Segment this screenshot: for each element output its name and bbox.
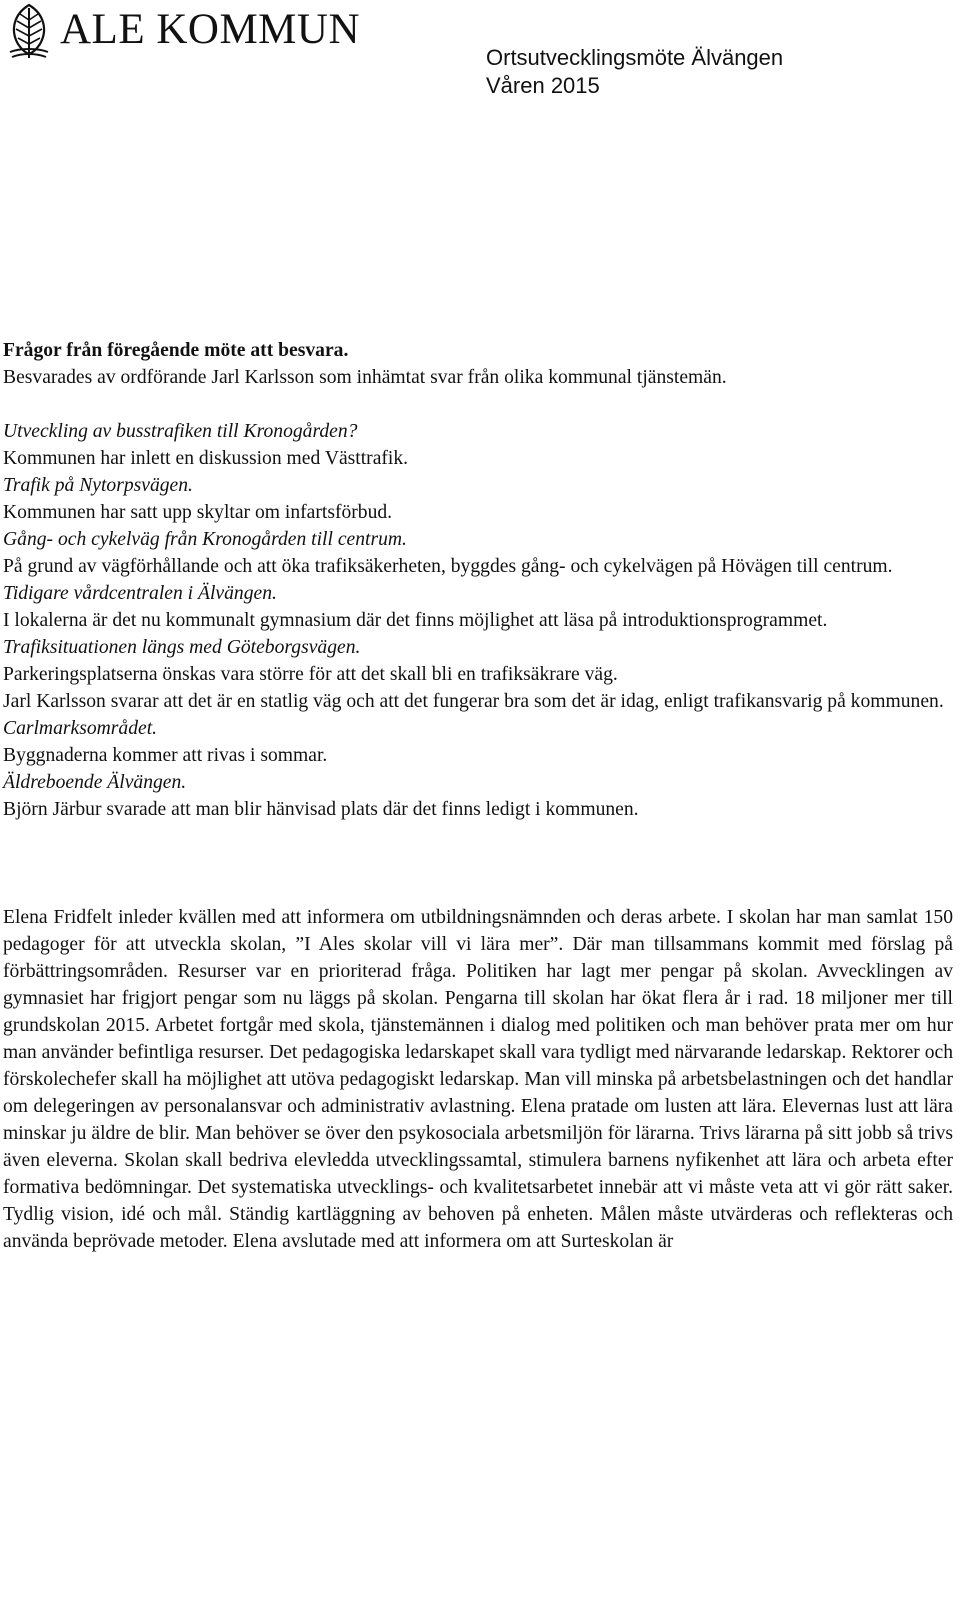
document-body <box>3 337 953 1255</box>
meeting-period: Våren 2015 <box>486 73 600 98</box>
question: Carlmarksområdet. <box>3 718 158 739</box>
question: Gång- och cykelväg från Kronogården till centrum. <box>3 529 407 550</box>
answer: Jarl Karlsson svarar att det är en statlig väg och att det fungerar bra som det är idag, enligt trafikansvarig på kommunen. <box>3 691 944 712</box>
question: Utveckling av busstrafiken till Kronogården? <box>3 421 358 442</box>
ale-kommun-logo <box>4 2 404 62</box>
question: Trafiksituationen längs med Göteborgsvägen. <box>3 637 361 658</box>
answer: Byggnaderna kommer att rivas i sommar. <box>3 745 328 766</box>
spacer <box>3 391 953 418</box>
question: Tidigare vårdcentralen i Älvängen. <box>3 583 277 604</box>
meeting-header <box>486 44 783 100</box>
spacer <box>3 823 953 904</box>
question: Äldreboende Älvängen. <box>3 772 187 793</box>
body-paragraph: Elena Fridfelt inleder kvällen med att informera om utbildningsnämnden och deras arbete. I skolan har man samlat 150 pedagoger för att utveckla skolan, ”I Ales skolar vill vi lära mer”. Där man tillsammans kommit med förslag på förbättringsområden. Resurser var en prioriterad fråga. Politiken har lagt mer pengar på skolan. Avvecklingen av gymnasiet har frigjort pengar som nu läggs på skolan. Pengarna till skolan har ökat flera år i rad. 18 miljoner mer till grundskolan 2015. Arbetet fortgår med skola, tjänstemännen i dialog med politiken och man behöver prata mer om hur man använder befintliga resurser. Det pedagogiska ledarskapet skall vara tydligt med närvarande ledarskap. Rektorer och förskolechefer skall ha möjlighet att utöva pedagogiskt ledarskap. Man vill minska på arbetsbelastningen och det handlar om delegeringen av personalansvar och administrativ avlastning. Elena pratade om lusten att lära. Elevernas lust att lära minskar ju äldre de blir. Man behöver se över den psykosociala arbetsmiljön för lärarna. Trivs lärarna på sitt jobb så trivs även eleverna. Skolan skall bedriva elevledda utvecklingssamtal, stimulera barnens nyfikenhet att lära och arbeta efter formativa bedömningar. Det systematiska utvecklings- och kvalitetsarbetet innebär att vi måste veta att vi gör rätt saker. Tydlig vision, idé och mål. Ständig kartläggning av behoven på enheten. Målen måste utvärderas och reflekteras och använda beprövade metoder. Elena avslutade med att informera om att Surteskolan är <box>3 907 953 1252</box>
section-intro: Besvarades av ordförande Jarl Karlsson som inhämtat svar från olika kommunal tjänstemän. <box>3 367 727 388</box>
leaf-emblem-icon <box>4 2 54 60</box>
answer: Kommunen har inlett en diskussion med Västtrafik. <box>3 448 409 469</box>
answer: I lokalerna är det nu kommunalt gymnasium där det finns möjlighet att läsa på introduktionsprogrammet. <box>3 610 828 631</box>
answer: På grund av vägförhållande och att öka trafiksäkerheten, byggdes gång- och cykelvägen på Hövägen till centrum. <box>3 556 893 577</box>
question: Trafik på Nytorpsvägen. <box>3 475 193 496</box>
section-heading: Frågor från föregående möte att besvara. <box>3 340 349 361</box>
org-name: ALE KOMMUN <box>60 6 361 53</box>
meeting-title: Ortsutvecklingsmöte Älvängen <box>486 45 784 70</box>
answer: Kommunen har satt upp skyltar om infartsförbud. <box>3 502 393 523</box>
answer: Parkeringsplatserna önskas vara större för att det skall bli en trafiksäkrare väg. <box>3 664 618 685</box>
answer: Björn Järbur svarade att man blir hänvisad plats där det finns ledigt i kommunen. <box>3 799 639 820</box>
